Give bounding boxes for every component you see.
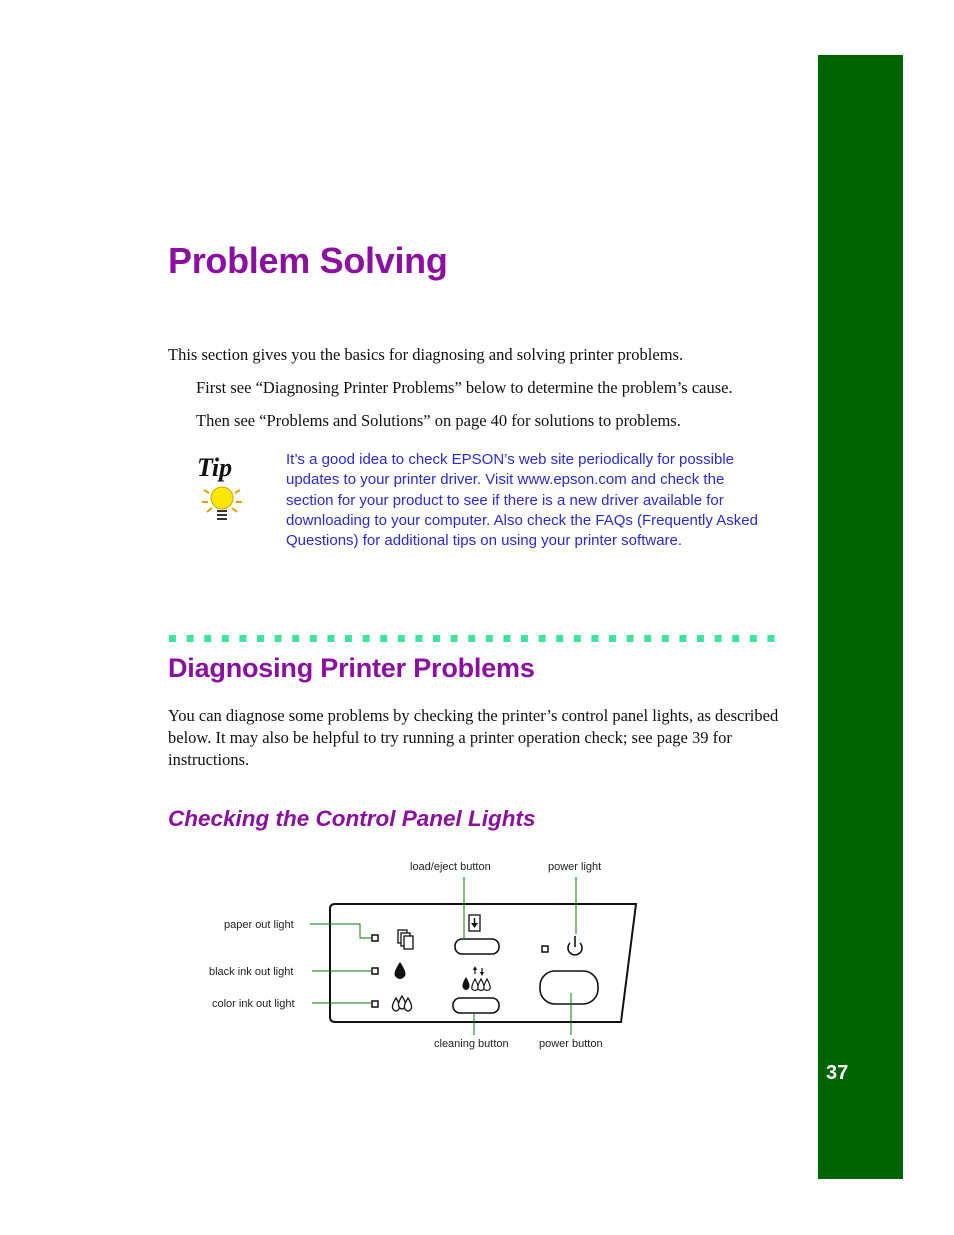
color-ink-out-light [372,1001,378,1007]
step-then-paragraph: Then see “Problems and Solutions” on page 40 for solutions to problems. [196,411,681,430]
divider-dot [715,635,722,642]
paper-out-light [372,935,378,941]
divider-dot [609,635,616,642]
power-button-label: power button [539,1038,603,1050]
divider-dot [275,635,282,642]
cleaning-button[interactable] [453,998,499,1013]
intro-paragraph: This section gives you the basics for diagnosing and solving printer problems. [168,345,684,364]
load-eject-label: load/eject button [410,861,491,873]
divider-dot [204,635,211,642]
side-color-band [818,55,903,1179]
section-body: You can diagnose some problems by checking the printer’s control panel lights, as described below. It may also be helpful to try running a printer operation check; see page 39 for instructions. [168,706,779,769]
divider-dot [732,635,739,642]
subsection-heading: Checking the Control Panel Lights [168,806,536,831]
section-heading: Diagnosing Printer Problems [168,653,535,683]
divider-dot [363,635,370,642]
divider-dot [380,635,387,642]
color-ink-drops-icon [392,996,411,1011]
divider-dot [310,635,317,642]
divider-dot [750,635,757,642]
divider-dot [503,635,510,642]
divider-dot [433,635,440,642]
divider-dot [574,635,581,642]
black-ink-out-light [372,968,378,974]
divider-dot [292,635,299,642]
control-panel-diagram [200,850,660,1055]
load-eject-button[interactable] [455,939,499,954]
page-title: Problem Solving [168,240,448,281]
divider-dot [468,635,475,642]
tip-text: It’s a good idea to check EPSON’s web site periodically for possible updates to your printer driver. Visit www.epson.com and check the section for your product to see if there is a new driver available for downloading to your computer. Also check the FAQs (Frequently Asked Questions) for additional tips on using your printer software. [286,451,758,550]
power-light [542,946,548,952]
divider-dot [644,635,651,642]
paper-out-label: paper out light [224,919,294,931]
page-number: 37 [826,1062,849,1084]
divider-dot [257,635,264,642]
power-button[interactable] [540,971,598,1004]
load-eject-icon [469,915,480,931]
cleaning-label: cleaning button [434,1038,509,1050]
divider-dot [662,635,669,642]
divider-dot [187,635,194,642]
lightbulb-tip-icon [196,450,248,526]
divider-dot [345,635,352,642]
divider-dot [521,635,528,642]
divider-dot [679,635,686,642]
divider-dot [415,635,422,642]
color-ink-label: color ink out light [212,998,295,1010]
divider-dot [591,635,598,642]
divider-dot [239,635,246,642]
divider-dot [486,635,493,642]
divider-dot [169,635,176,642]
black-ink-label: black ink out light [209,966,294,978]
divider-dot [556,635,563,642]
divider-dot [767,635,774,642]
divider-dot [327,635,334,642]
power-light-label: power light [548,861,602,873]
step-first-paragraph: First see “Diagnosing Printer Problems” below to determine the problem’s cause. [196,378,733,397]
divider-dot [451,635,458,642]
divider-dot [222,635,229,642]
section-divider [169,635,789,643]
divider-dot [697,635,704,642]
divider-dot [539,635,546,642]
tip-label: Tip [197,453,233,482]
divider-dot [398,635,405,642]
divider-dot [627,635,634,642]
